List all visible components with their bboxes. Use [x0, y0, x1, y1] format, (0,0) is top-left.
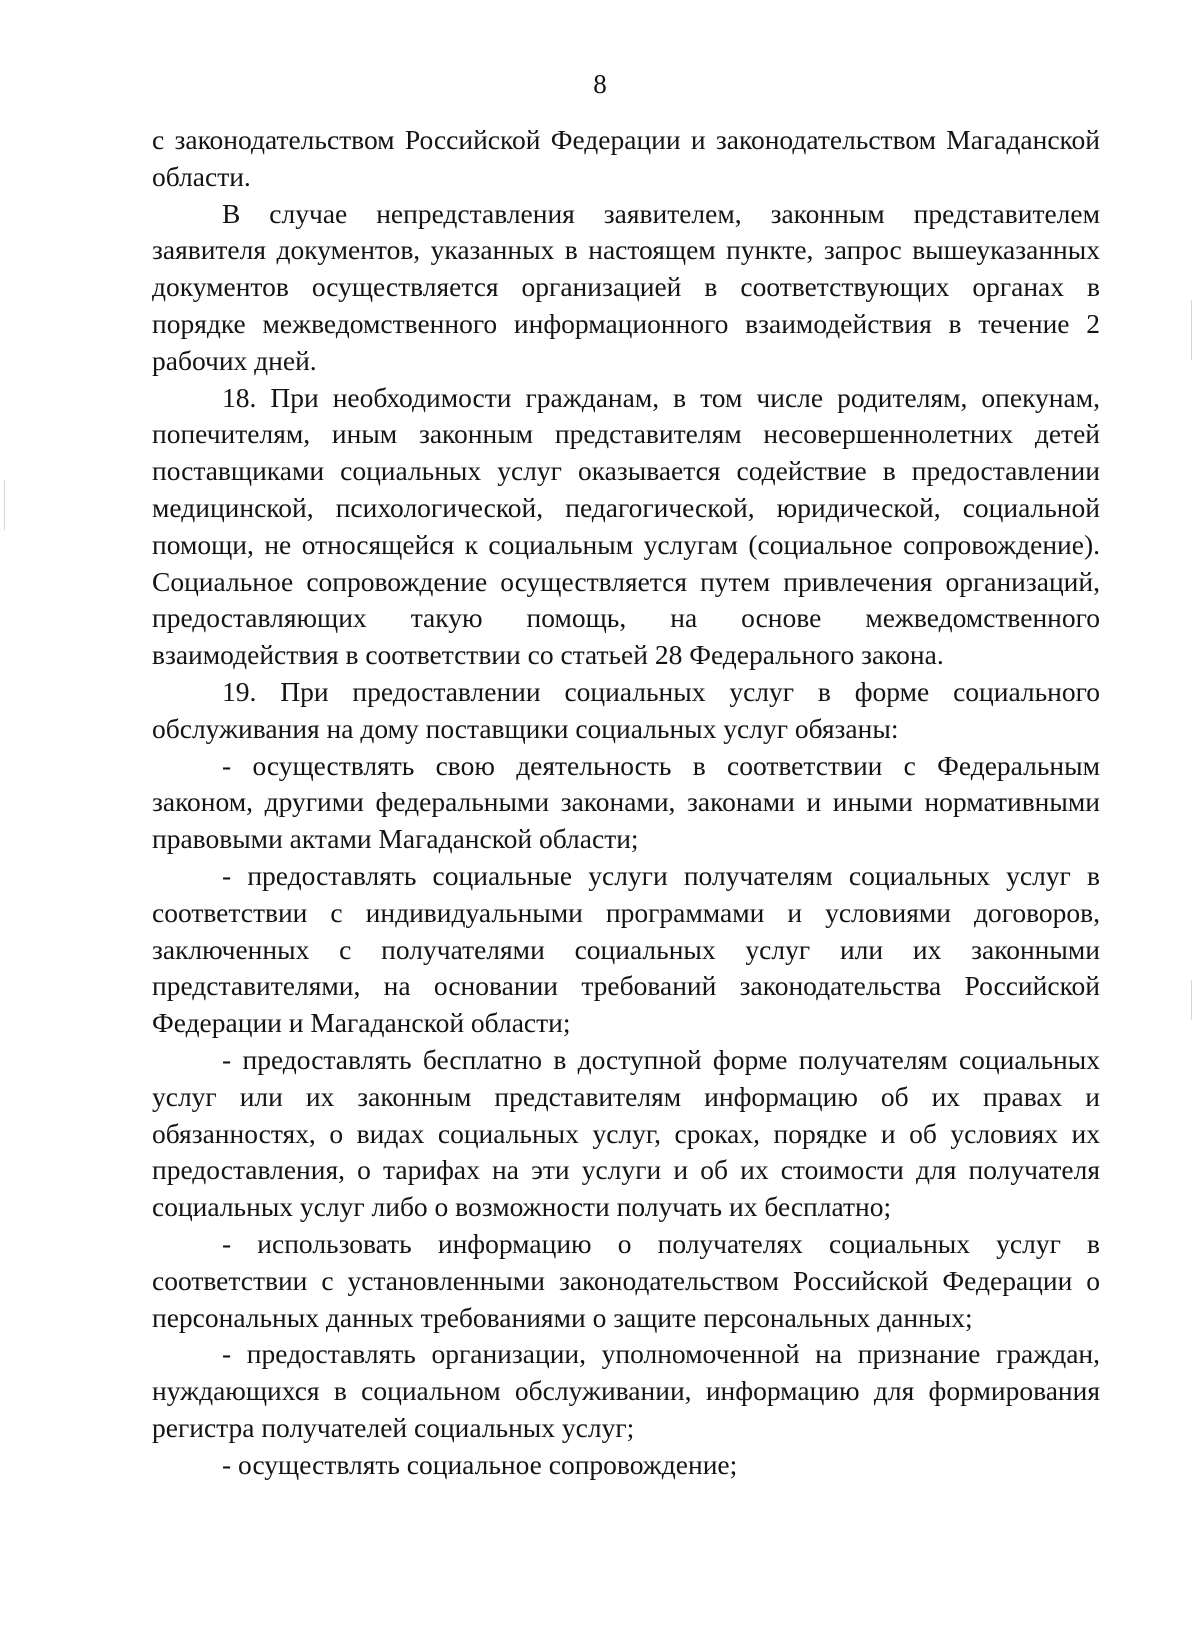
scan-edge-right-lower: [1191, 980, 1192, 1020]
list-item-obligation: - предоставлять бесплатно в доступной форме получателям социальных услуг или их законным представителям информацию об их правах и обязанностях, о видах социальных услуг, сроках, порядке и об условиях их предоставления, о тарифах на эти услуги и об их стоимости для получателя социальных услуг либо о возможности получать их бесплатно;: [152, 1043, 1100, 1223]
scan-edge-right: [1191, 300, 1192, 360]
list-item-obligation: - предоставлять организации, уполномоченной на признание граждан, нуждающихся в социальном обслуживании, информацию для формирования регистра получателей социальных услуг;: [152, 1338, 1100, 1443]
page-number: 8: [593, 69, 607, 99]
list-item-obligation: - предоставлять социальные услуги получателям социальных услуг в соответствии с индивидуальными программами и условиями договоров, заключенных с получателями социальных услуг или их законными представителями, на основании требований законодательства Российской Федерации и Магаданской области;: [152, 859, 1100, 1039]
scan-edge-left: [4, 480, 5, 530]
document-body: [152, 122, 1100, 1483]
paragraph-item-19: 19. При предоставлении социальных услуг в форме социального обслуживания на дому поставщики социальных услуг обязаны:: [152, 675, 1100, 744]
list-item-obligation: - использовать информацию о получателях социальных услуг в соответствии с установленными законодательством Российской Федерации о персональных данных требованиями о защите персональных данных;: [152, 1227, 1100, 1333]
list-item-obligation: - осуществлять свою деятельность в соответствии с Федеральным законом, другими федеральными законами, законами и иными нормативными правовыми актами Магаданской области;: [152, 749, 1100, 855]
paragraph-item-18: 18. При необходимости гражданам, в том числе родителям, опекунам, попечителям, иным законным представителям несовершеннолетних детей поставщиками социальных услуг оказывается содействие в предоставлении медицинской, психологической, педагогической, юридической, социальной помощи, не относящейся к социальным услугам (социальное сопровождение). Социальное сопровождение осуществляется путем привлечения организаций, предоставляющих такую помощь, на основе межведомственного взаимодействия в соответствии со статьей 28 Федерального закона.: [152, 381, 1100, 671]
paragraph-continuation: с законодательством Российской Федерации и законодательством Магаданской области.: [152, 124, 1100, 192]
paragraph-document-request: В случае непредставления заявителем, законным представителем заявителя документов, указанных в настоящем пункте, запрос вышеуказанных документов осуществляется организацией в соответствующих органах в порядке межведомственного информационного взаимодействия в течение 2 рабочих дней.: [152, 197, 1100, 376]
list-item-obligation: - осуществлять социальное сопровождение;: [222, 1448, 738, 1480]
